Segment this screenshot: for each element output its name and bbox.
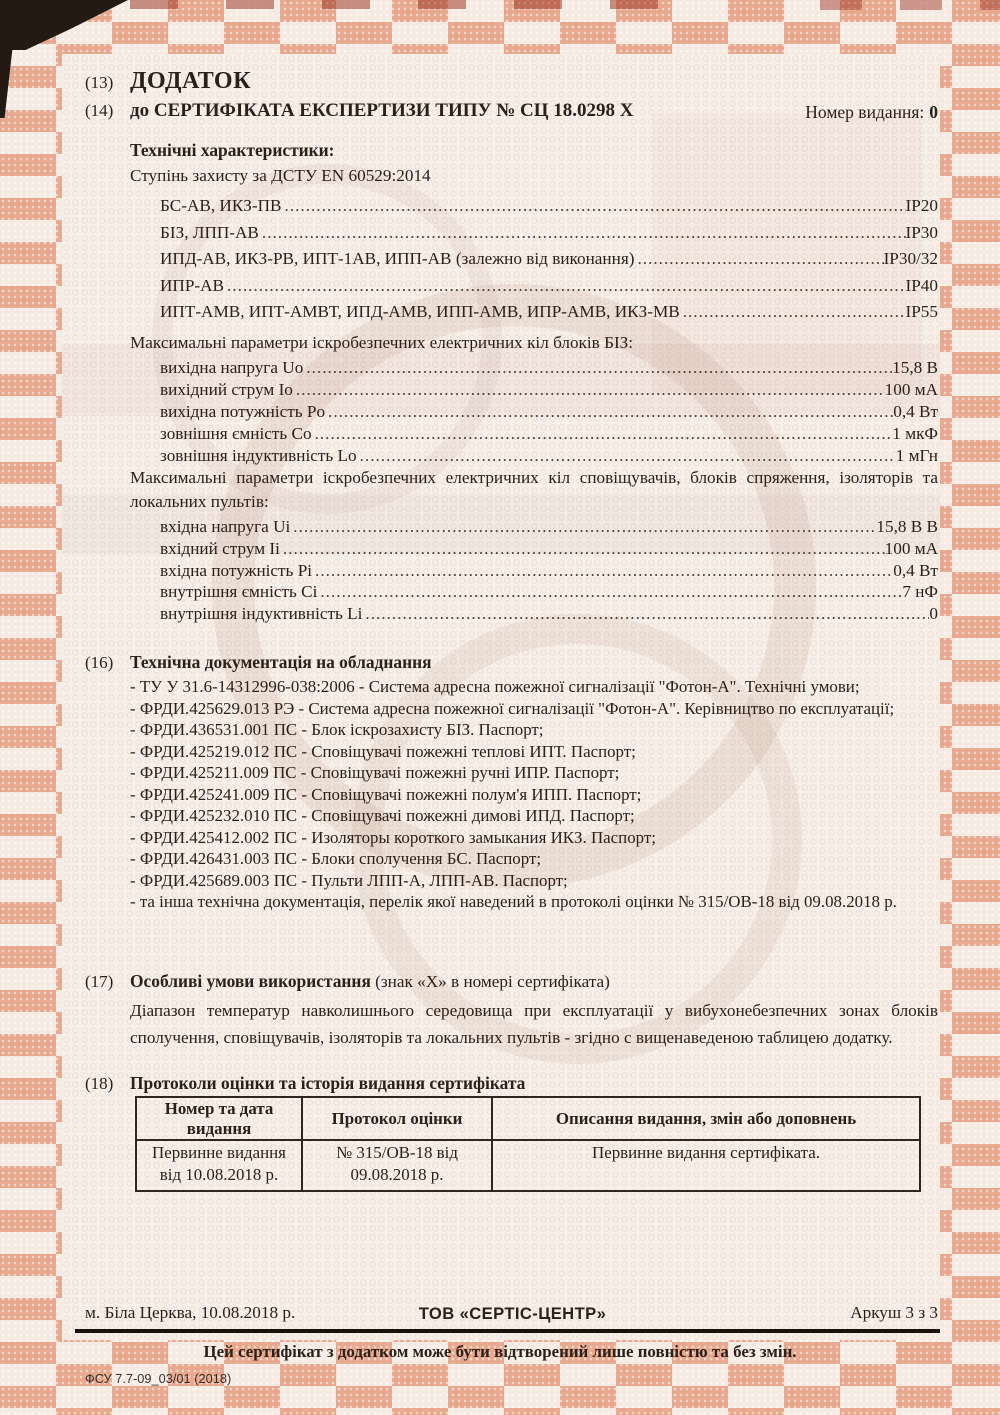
protocols-heading-row [85, 1073, 525, 1094]
spec-value: 100 мА [884, 538, 938, 558]
spec-label: БІЗ, ЛПП-АВ [160, 222, 259, 242]
spec-label: БС-АВ, ИКЗ-ПВ [160, 196, 282, 215]
table-cell-description: Первинне видання сертифіката. [492, 1140, 920, 1191]
spec-label: вхідний струм Ii [160, 538, 280, 558]
edition-label: Номер видання: [805, 102, 925, 122]
scan-artifact-corner [0, 0, 128, 50]
biz-params-heading: Максимальні параметри іскробезпечних електричних кіл блоків БІЗ: [130, 333, 634, 352]
item-number-16: (16) [85, 653, 114, 672]
spec-value: IP20 [905, 196, 938, 215]
document-item: - ФРДИ.425241.009 ПС - Сповіщувачі пожежні полум'я ИПП. Паспорт; [130, 784, 642, 804]
dot-leader [312, 560, 893, 582]
scan-artifact-edge [0, 44, 13, 118]
spec-value: 0 [929, 604, 938, 624]
spec-value: 1 мГн [895, 446, 938, 465]
protocols-table [135, 1096, 921, 1192]
detector-params-heading: Максимальні параметри іскробезпечних електричних кіл сповіщувачів, блоків спряження, ізоляторів та локальних пультів: [130, 468, 938, 511]
dot-leader [312, 423, 893, 445]
document-item: - ФРДИ.426431.003 ПС - Блоки сполучення БС. Паспорт; [130, 849, 542, 868]
dot-leader [325, 401, 893, 423]
column-header: Протокол оцінки [302, 1097, 492, 1140]
dot-leader [290, 516, 876, 538]
spec-label: зовнішня індуктивність Lo [160, 446, 357, 465]
border-pattern-strip-right [820, 0, 1000, 10]
edition-value: 0 [929, 102, 938, 122]
document-sheet [62, 54, 940, 1340]
spec-value: IP55 [905, 302, 938, 321]
detector-params-list [160, 516, 938, 625]
dot-leader [224, 273, 906, 300]
item-number-13: (13) [85, 73, 114, 92]
document-item: - ФРДИ.436531.001 ПС - Блок іскрозахисту БІЗ. Паспорт; [130, 720, 544, 739]
spec-row [160, 560, 938, 582]
form-code: ФСУ 7.7-09_03/01 (2018) [85, 1371, 232, 1386]
spec-row [160, 273, 938, 300]
column-header: Описання видання, змін або доповнень [492, 1097, 920, 1140]
spec-row [160, 423, 938, 445]
document-item: - ФРДИ.425211.009 ПС - Сповіщувачі пожежні ручні ИПР. Паспорт; [130, 763, 620, 782]
documentation-heading-row [85, 652, 432, 673]
table-header-row [136, 1097, 920, 1140]
edition-number [805, 102, 938, 123]
border-pattern-strip [130, 0, 700, 9]
document-item: - ФРДИ.425689.003 ПС - Пульти ЛПП-А, ЛПП-АВ. Паспорт; [130, 870, 568, 890]
item-number-18: (18) [85, 1074, 114, 1093]
ip-rating-list [160, 193, 938, 326]
certification-body-name: ТОВ «СЕРТІС-ЦЕНТР» [418, 1304, 607, 1323]
dot-leader [680, 299, 906, 326]
spec-value: 7 нФ [902, 582, 938, 602]
special-conditions-heading-row [85, 971, 610, 992]
document-item: - ФРДИ.425219.012 ПС - Сповіщувачі пожежні теплові ИПТ. Паспорт; [130, 741, 636, 761]
documentation-list [130, 676, 938, 913]
spec-value: 0,4 Вт [893, 560, 938, 580]
spec-row [160, 357, 938, 379]
spec-value: 100 мА [884, 380, 938, 399]
protocols-heading: Протоколи оцінки та історія видання сертифіката [130, 1073, 526, 1093]
spec-value: 0,4 Вт [893, 402, 938, 421]
spec-value: 1 мкФ [892, 424, 938, 443]
spec-value: 15,8 В В [876, 517, 938, 536]
documentation-heading: Технічна документація на обладнання [130, 652, 432, 672]
spec-label: ИПТ-АМВ, ИПТ-АМВТ, ИПД-АМВ, ИПП-АМВ, ИПР-АМВ, ИКЗ-МВ [160, 302, 680, 321]
spec-label: зовнішня ємність Co [160, 424, 312, 443]
spec-row [160, 193, 938, 220]
footer-rule [75, 1329, 940, 1333]
dot-leader [259, 220, 906, 247]
table-cell-protocol: № 315/ОВ-18 від 09.08.2018 р. [302, 1140, 492, 1191]
spec-row [160, 581, 938, 603]
dot-leader [357, 445, 896, 467]
spec-label: вхідна потужність Pi [160, 560, 313, 580]
spec-row [160, 246, 938, 273]
spec-value: 15,8 В [892, 358, 938, 377]
document-item: - ТУ У 31.6-14312996-038:2006 - Система адресна пожежної сигналізації "Фотон-А". Технічні умови; [130, 677, 860, 696]
spec-label: ИПД-АВ, ИКЗ-РВ, ИПТ-1АВ, ИПП-АВ (залежно від виконання) [160, 249, 635, 268]
spec-row [160, 220, 938, 247]
spec-row [160, 445, 938, 467]
spec-row [160, 401, 938, 423]
column-header: Номер та дата видання [136, 1097, 302, 1140]
document-item: - ФРДИ.425629.013 РЭ - Система адресна пожежної сигналізації "Фотон-А". Керівництво по експлуатації; [130, 698, 895, 718]
table-cell-edition: Первинне видання від 10.08.2018 р. [136, 1140, 302, 1191]
dot-leader [634, 246, 883, 273]
ip-rating-intro: Ступінь захисту за ДСТУ EN 60529:2014 [130, 166, 431, 185]
subtitle-row [85, 100, 938, 122]
spec-row [160, 603, 938, 625]
title-row [85, 68, 251, 95]
page-title: ДОДАТОК [130, 68, 251, 94]
spec-value: IP40 [905, 275, 938, 295]
document-item: - ФРДИ.425232.010 ПС - Сповіщувачі пожежні димові ИПД. Паспорт; [130, 806, 635, 825]
dot-leader [303, 357, 892, 379]
dot-leader [293, 379, 885, 401]
document-item: - та інша технічна документація, перелік якої наведений в протоколі оцінки № 315/ОВ-18 від 09.08.2018 р. [130, 892, 897, 911]
special-conditions-heading: Особливі умови використання [130, 971, 371, 991]
spec-label: вихідна напруга Uo [160, 358, 304, 377]
dot-leader [317, 581, 902, 603]
spec-row [160, 538, 938, 560]
tech-characteristics-heading: Технічні характеристики: [130, 140, 335, 160]
dot-leader [362, 603, 929, 625]
dot-leader [282, 193, 906, 220]
spec-label: вихідний струм Io [160, 380, 293, 399]
biz-params-list [160, 357, 938, 467]
spec-label: внутрішня індуктивність Li [160, 604, 363, 624]
spec-value: IP30/32 [883, 249, 938, 268]
spec-label: внутрішня ємність Ci [160, 582, 318, 602]
special-conditions-body: Діапазон температур навколишнього середовища при експлуатації у вибухонебезпечних зонах блоків сполучення, сповіщувачів, ізоляторів та локальних пультів - згідно с вищенаведеною таблицею додатку. [130, 1001, 938, 1047]
spec-row [160, 516, 938, 538]
place-and-date: м. Біла Церква, 10.08.2018 р. [85, 1303, 296, 1322]
spec-row [160, 379, 938, 401]
table-row [136, 1140, 920, 1191]
spec-value: IP30 [905, 222, 938, 242]
spec-label: вхідна напруга Ui [160, 517, 291, 536]
sheet-number: Аркуш 3 з 3 [850, 1303, 938, 1322]
reproduction-notice: Цей сертифікат з додатком може бути відтворений лише повністю та без змін. [203, 1342, 797, 1361]
spec-label: вихідна потужність Po [160, 402, 326, 421]
item-number-17: (17) [85, 972, 114, 991]
spec-row [160, 299, 938, 326]
spec-label: ИПР-АВ [160, 275, 224, 295]
item-number-14: (14) [85, 101, 114, 120]
certificate-number-line: до СЕРТИФІКАТА ЕКСПЕРТИЗИ ТИПУ № СЦ 18.0298 Х [130, 100, 634, 121]
special-conditions-note: (знак «Х» в номері сертифіката) [370, 972, 610, 991]
footer-row [85, 1303, 940, 1327]
dot-leader [280, 538, 885, 560]
document-item: - ФРДИ.425412.002 ПС - Изоляторы короткого замыкания ИКЗ. Паспорт; [130, 827, 656, 847]
